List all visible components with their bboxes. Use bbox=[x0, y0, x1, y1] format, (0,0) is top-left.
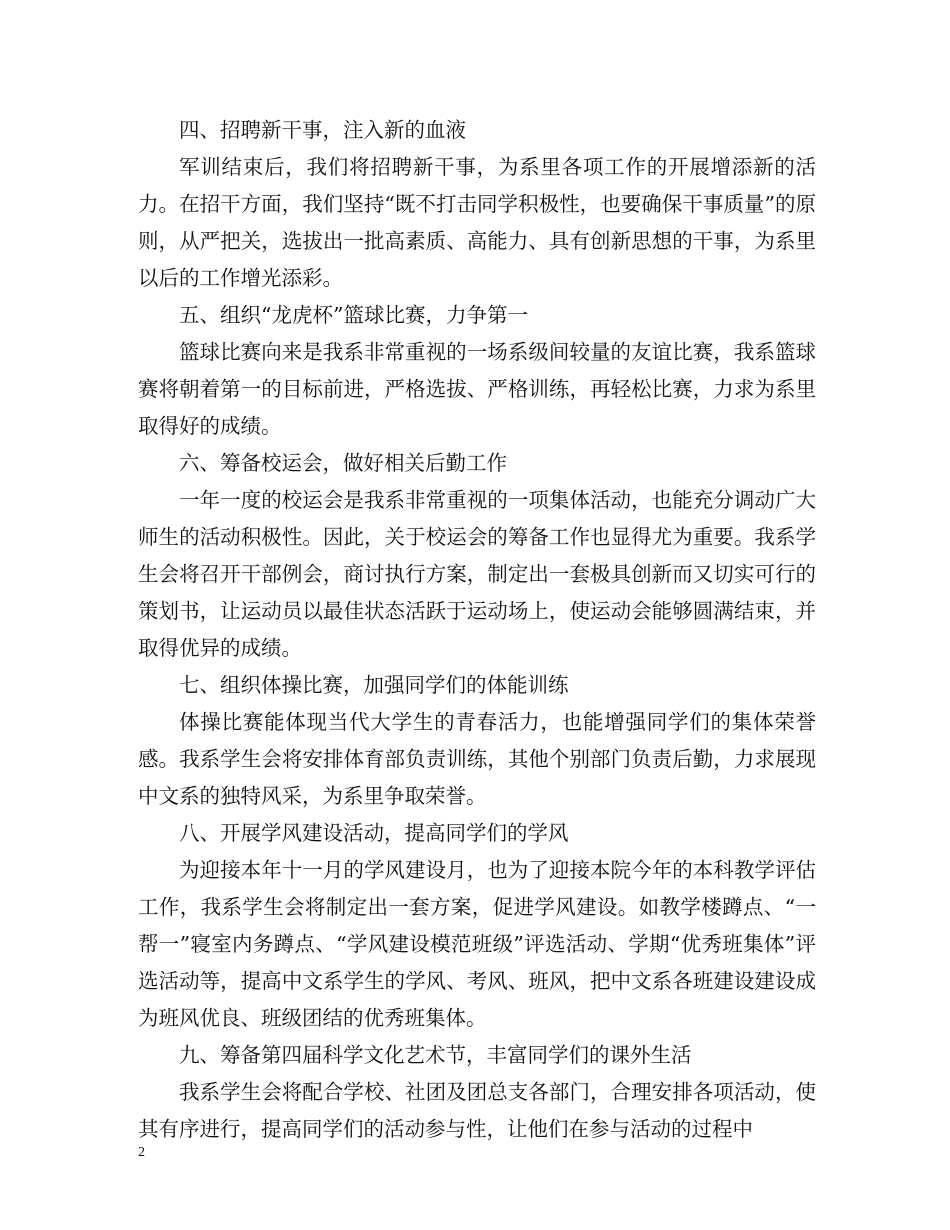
section-heading-7: 七、组织体操比赛，加强同学们的体能训练 bbox=[179, 673, 569, 697]
paragraph-basketball: 篮球比赛向来是我系非常重视的一场系级间较量的友谊比赛，我系篮球赛将朝着第一的目标前进，严格选拔、严格训练，再轻松比赛，力求为系里取得好的成绩。 bbox=[138, 340, 816, 438]
page-number: 2 bbox=[138, 1145, 145, 1160]
section-heading-5: 五、组织“龙虎杯”篮球比赛，力争第一 bbox=[179, 303, 528, 327]
paragraph-study-style: 为迎接本年十一月的学风建设月，也为了迎接本院今年的本科教学评估工作，我系学生会将制定出一套方案，促进学风建设。如教学楼蹲点、“一帮一”寝室内务蹲点、“学风建设模范班级”评选活动、学期“优秀班集体”评选活动等，提高中文系学生的学风、考风、班风，把中文系各班建设建设成为班风优良、班级团结的优秀班集体。 bbox=[138, 858, 816, 1030]
paragraph-sports-meet: 一年一度的校运会是我系非常重视的一项集体活动，也能充分调动广大师生的活动积极性。因此，关于校运会的筹备工作也显得尤为重要。我系学生会将召开干部例会，商讨执行方案，制定出一套极具创新而又切实可行的策划书，让运动员以最佳状态活跃于运动场上，使运动会能够圆满结束，并取得优异的成绩。 bbox=[138, 488, 816, 660]
section-heading-4: 四、招聘新干事，注入新的血液 bbox=[179, 118, 466, 142]
paragraph-art-festival: 我系学生会将配合学校、社团及团总支各部门，合理安排各项活动，使其有序进行，提高同学们的活动参与性，让他们在参与活动的过程中 bbox=[138, 1080, 816, 1141]
paragraph-gymnastics: 体操比赛能体现当代大学生的青春活力，也能增强同学们的集体荣誉感。我系学生会将安排体育部负责训练，其他个别部门负责后勤，力求展现中文系的独特风采，为系里争取荣誉。 bbox=[138, 710, 816, 808]
section-heading-8: 八、开展学风建设活动，提高同学们的学风 bbox=[179, 821, 569, 845]
section-heading-9: 九、筹备第四届科学文化艺术节，丰富同学们的课外生活 bbox=[179, 1043, 692, 1067]
section-heading-6: 六、筹备校运会，做好相关后勤工作 bbox=[179, 451, 507, 475]
document-body bbox=[138, 112, 816, 1148]
paragraph-recruitment: 军训结束后，我们将招聘新干事，为系里各项工作的开展增添新的活力。在招干方面，我们坚持“既不打击同学积极性，也要确保干事质量”的原则，从严把关，选拔出一批高素质、高能力、具有创新思想的干事，为系里以后的工作增光添彩。 bbox=[138, 155, 816, 290]
